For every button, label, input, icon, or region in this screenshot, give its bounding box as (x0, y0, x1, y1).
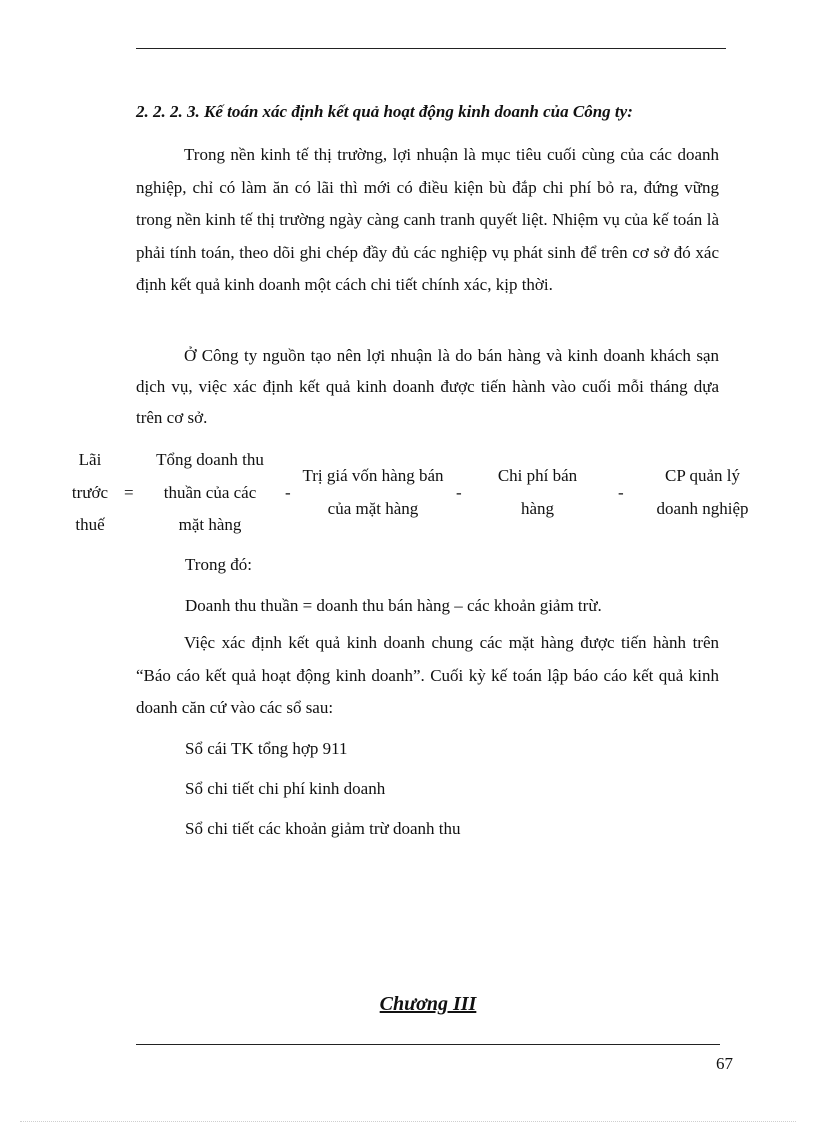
formula-lhs: Lãi trước thuế (71, 450, 109, 534)
footer-rule (136, 1044, 720, 1045)
header-rule (136, 48, 726, 49)
formula-equals: = (124, 483, 134, 502)
paragraph-profit-source: Ở Công ty nguồn tạo nên lợi nhuận là do bán hàng và kinh doanh khách sạn dịch vụ, việc xác định kết quả kinh doanh được tiến hành vào cuối mỗi tháng dựa trên cơ sở. (136, 346, 719, 427)
page-number: 67 (716, 1054, 733, 1073)
formula-minus-1: - (285, 483, 291, 502)
ledger-item-911: Sổ cái TK tổng hợp 911 (185, 739, 348, 758)
ledger-item-business-expense: Sổ chi tiết chi phí kinh doanh (185, 779, 386, 798)
ledger-item-revenue-deductions: Sổ chi tiết các khoản giảm trừ doanh thu (185, 819, 461, 838)
formula-minus-2: - (456, 483, 462, 502)
formula-term-cost-of-goods: Trị giá vốn hàng bán của mặt hàng (302, 466, 444, 518)
trong-do-label: Trong đó: (185, 555, 252, 574)
net-revenue-definition: Doanh thu thuần = doanh thu bán hàng – các khoản giảm trừ. (185, 596, 602, 615)
formula-term-net-revenue: Tổng doanh thu thuần của các mặt hàng (156, 450, 264, 534)
section-heading: 2. 2. 2. 3. Kế toán xác định kết quả hoạt động kinh doanh của Công ty: (136, 102, 633, 121)
formula-minus-3: - (618, 483, 624, 502)
formula-term-selling-expense: Chi phí bán hàng (497, 466, 578, 518)
chapter-title: Chương III (379, 993, 477, 1015)
paragraph-report-basis: Việc xác định kết quả kinh doanh chung các mặt hàng được tiến hành trên “Báo cáo kết quả hoạt động kinh doanh”. Cuối kỳ kế toán lập báo cáo kết quả kinh doanh căn cứ vào các sổ sau: (136, 633, 719, 717)
page-edge-divider (20, 1121, 796, 1122)
paragraph-profit-objective: Trong nền kinh tế thị trường, lợi nhuận là mục tiêu cuối cùng của các doanh nghiệp, chỉ có làm ăn có lãi thì mới có điều kiện bù đắp chi phí bỏ ra, đứng vững trong nền kinh tế thị trường ngày càng canh tranh quyết liệt. Nhiệm vụ của kế toán là phải tính toán, theo dõi ghi chép đầy đủ các nghiệp vụ phát sinh để trên cơ sở đó xác định kết quả kinh doanh một cách chi tiết chính xác, kịp thời. (136, 145, 719, 294)
formula-term-admin-expense: CP quản lý doanh nghiệp (656, 466, 749, 518)
